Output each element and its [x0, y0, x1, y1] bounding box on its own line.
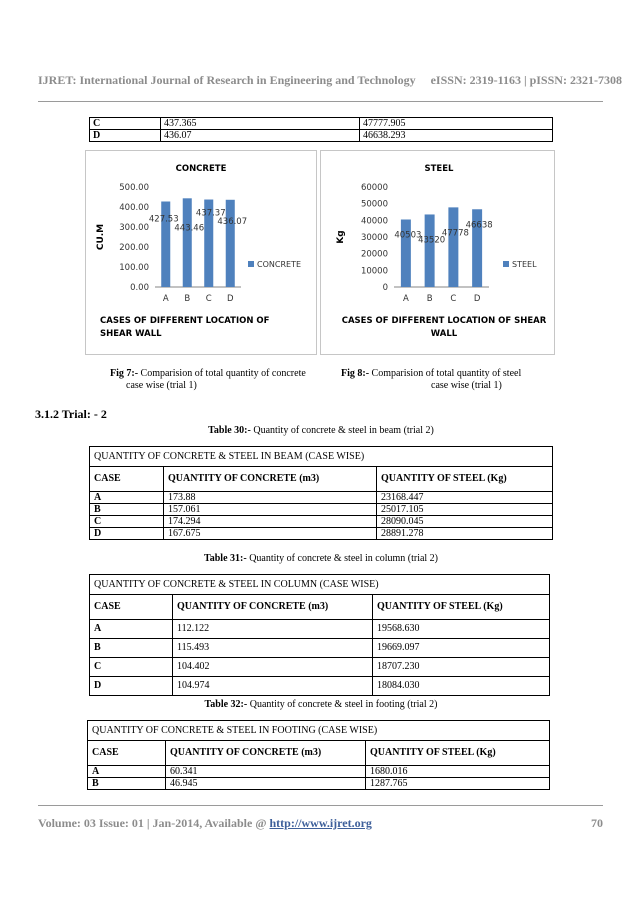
concrete-cell: 104.974 [173, 677, 373, 695]
case-cell: D [90, 677, 173, 695]
table31-caption [89, 553, 553, 564]
case-cell: A [90, 620, 173, 638]
table-row [88, 778, 549, 789]
y-tick-label: 0 [382, 283, 388, 293]
concrete-cell: 173.88 [164, 492, 377, 503]
header-steel: QUANTITY OF STEEL (Kg) [370, 747, 496, 758]
y-axis-label: Kg [336, 230, 346, 244]
steel-chart [320, 150, 555, 355]
column-table-header [90, 595, 549, 620]
bar [226, 200, 235, 287]
y-tick-label: 400.00 [119, 203, 149, 213]
y-tick-label: 50000 [360, 199, 388, 210]
fig8-label: Fig 8:- [341, 368, 370, 379]
header-case: CASE [90, 595, 173, 619]
chart-title: STEEL [424, 164, 454, 174]
beam-table-title: QUANTITY OF CONCRETE & STEEL IN BEAM (CASE WISE) [90, 447, 552, 467]
x-axis-title-line: WALL [430, 329, 458, 339]
fig8-caption [341, 368, 556, 392]
x-axis-title [342, 316, 547, 339]
y-tick-label: 0.00 [130, 283, 149, 293]
case-cell: A [90, 492, 164, 503]
x-tick-label: C [450, 294, 457, 304]
y-tick-label: 60000 [360, 183, 388, 193]
steel-cell: 28090.045 [381, 516, 424, 527]
issn: eISSN: 2319-1163 | pISSN: 2321-7308 [430, 73, 622, 87]
header-case: CASE [90, 467, 164, 491]
data-label: 47778 [441, 228, 469, 239]
legend-swatch [503, 261, 509, 267]
table32-label: Table 32:- [204, 699, 248, 710]
table32-caption [89, 699, 553, 710]
x-tick-label: D [226, 294, 234, 304]
footing-table-header [88, 741, 549, 766]
fig7-label: Fig 7:- [110, 368, 139, 379]
table30-label: Table 30:- [208, 425, 251, 436]
steel-cell: 25017.105 [381, 504, 424, 515]
steel-cell: 1680.016 [370, 766, 408, 777]
beam-table-header [90, 467, 552, 492]
concrete-chart [85, 150, 317, 355]
steel-cell: 28891.278 [381, 528, 424, 539]
header-steel: QUANTITY OF STEEL (Kg) [381, 473, 507, 484]
table-row [90, 639, 549, 658]
table-row [88, 766, 549, 778]
header-concrete: QUANTITY OF CONCRETE (m3) [173, 595, 373, 619]
footing-table-title: QUANTITY OF CONCRETE & STEEL IN FOOTING (CASE WISE) [88, 721, 549, 741]
fig7-text2: case wise (trial 1) [126, 380, 197, 391]
case-cell: B [90, 639, 173, 657]
concrete-cell: 104.402 [173, 658, 373, 676]
steel-cell: 19669.097 [377, 642, 420, 653]
x-axis-title-line: CASES OF DIFFERENT LOCATION OF [100, 316, 270, 326]
concrete-cell: 60.341 [166, 766, 366, 777]
y-tick-label: 40000 [360, 216, 388, 227]
case-cell: D [90, 528, 164, 539]
bar [425, 214, 435, 287]
header-rule [38, 101, 603, 102]
concrete-cell: 46.945 [166, 778, 366, 789]
data-label: 437.37 [195, 208, 226, 219]
data-label: 443.46 [174, 223, 205, 234]
bar [448, 207, 458, 287]
header-case: CASE [88, 741, 166, 765]
steel-cell: 23168.447 [381, 492, 424, 503]
table-row [90, 620, 549, 639]
concrete-cell: 436.07 [161, 130, 360, 142]
steel-cell: 18707.230 [377, 661, 420, 672]
fig8-text: Comparision of total quantity of steel [371, 368, 522, 379]
x-axis-title-line: CASES OF DIFFERENT LOCATION OF SHEAR [341, 316, 547, 326]
bar [183, 198, 192, 287]
y-axis-label: CU.M [96, 223, 106, 251]
table-row [90, 118, 553, 130]
x-tick-label: B [426, 294, 433, 304]
case-cell: B [88, 778, 166, 789]
case-cell: A [88, 766, 166, 777]
table32-text: Quantity of concrete & steel in footing (trial 2) [249, 699, 438, 710]
table31-label: Table 31:- [203, 553, 247, 564]
journal-link[interactable]: http://www.ijret.org [269, 816, 372, 830]
section-heading: 3.1.2 Trial: - 2 [35, 407, 107, 421]
table-row [90, 677, 549, 695]
fig7-text: Comparision of total quantity of concrete [140, 368, 306, 379]
table-row [90, 528, 552, 539]
x-axis-title-line: SHEAR WALL [100, 329, 162, 339]
y-tick-label: 30000 [360, 233, 388, 243]
data-label: 40503 [394, 230, 422, 241]
table-row [90, 516, 552, 528]
concrete-cell: 174.294 [164, 516, 377, 527]
concrete-chart-svg [86, 151, 316, 354]
x-tick-label: A [402, 294, 409, 304]
header-concrete: QUANTITY OF CONCRETE (m3) [164, 467, 377, 491]
concrete-cell: 115.493 [173, 639, 373, 657]
case-cell: B [90, 504, 164, 515]
case-cell: C [90, 516, 164, 527]
y-tick-label: 10000 [360, 266, 388, 277]
legend-label: STEEL [512, 260, 537, 269]
data-label: 46638 [465, 220, 493, 231]
concrete-cell: 437.365 [161, 118, 360, 130]
concrete-cell: 157.061 [164, 504, 377, 515]
y-tick-label: 500.00 [119, 183, 149, 193]
table-row [90, 130, 553, 142]
footing-table [87, 720, 550, 790]
table-row [90, 658, 549, 677]
header-concrete: QUANTITY OF CONCRETE (m3) [166, 741, 366, 765]
column-table [89, 574, 550, 696]
table30-text: Quantity of concrete & steel in beam (trial 2) [253, 425, 434, 436]
journal-name: IJRET: International Journal of Research in Engineering and Technology [38, 73, 416, 87]
data-label: 43520 [418, 235, 446, 246]
running-header [38, 73, 622, 88]
data-label: 427.53 [148, 214, 179, 225]
header-steel: QUANTITY OF STEEL (Kg) [377, 601, 503, 612]
footer-rule [38, 805, 603, 806]
running-footer [38, 816, 603, 831]
column-table-title: QUANTITY OF CONCRETE & STEEL IN COLUMN (CASE WISE) [90, 575, 549, 595]
x-tick-label: D [473, 294, 481, 304]
concrete-cell: 112.122 [173, 620, 373, 638]
data-label: 436.07 [217, 216, 248, 227]
x-axis-title [100, 316, 270, 339]
y-tick-label: 100.00 [119, 263, 149, 273]
y-tick-label: 200.00 [119, 243, 149, 253]
case-cell: C [90, 658, 173, 676]
table-row [90, 504, 552, 516]
table-row [90, 492, 552, 504]
legend-label: CONCRETE [257, 260, 302, 269]
legend-swatch [248, 261, 254, 267]
steel-cell: 1287.765 [370, 778, 408, 789]
y-tick-label: 20000 [360, 249, 388, 260]
x-tick-label: C [205, 294, 212, 304]
case-cell: C [90, 118, 161, 130]
concrete-cell: 167.675 [164, 528, 377, 539]
x-tick-label: B [184, 294, 191, 304]
steel-cell: 46638.293 [360, 130, 553, 142]
steel-chart-svg [321, 151, 554, 354]
table31-text: Quantity of concrete & steel in column (trial 2) [249, 553, 439, 564]
table30-caption [89, 425, 553, 436]
beam-table [89, 446, 553, 540]
fig7-caption [110, 368, 335, 392]
y-tick-label: 300.00 [119, 223, 149, 233]
page-number: 70 [591, 816, 603, 830]
case-cell: D [90, 130, 161, 142]
x-tick-label: A [162, 294, 169, 304]
steel-cell: 19568.630 [377, 623, 420, 634]
steel-cell: 47777.905 [360, 118, 553, 130]
chart-title: CONCRETE [175, 164, 227, 174]
continued-table [89, 117, 553, 142]
steel-cell: 18084.030 [377, 680, 420, 691]
footer-text: Volume: 03 Issue: 01 | Jan-2014, Available @ [38, 816, 267, 830]
fig8-text2: case wise (trial 1) [431, 380, 502, 391]
